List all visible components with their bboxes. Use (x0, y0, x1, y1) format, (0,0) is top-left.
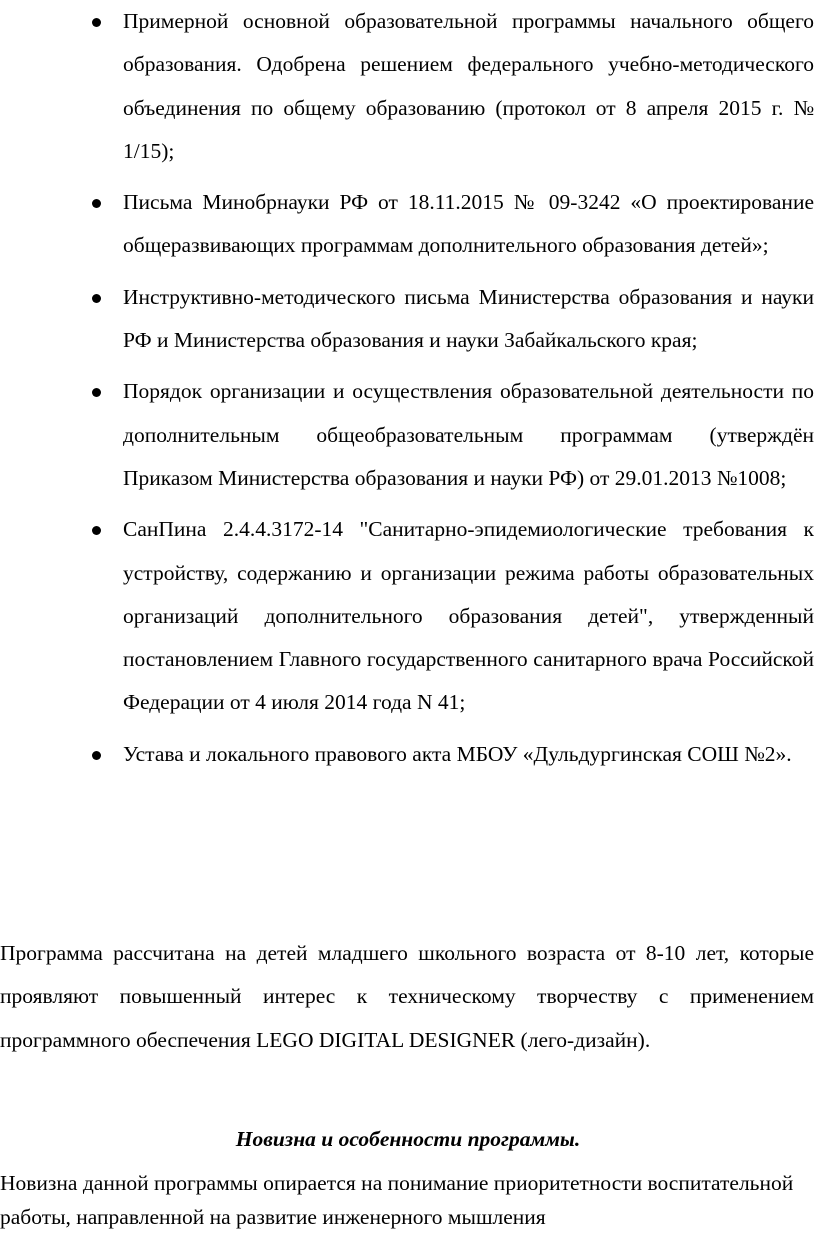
list-item (0, 733, 814, 776)
bullet-icon (92, 751, 101, 760)
list-item-text: Устава и локального правового акта МБОУ «Дульдургинская СОШ №2». (123, 741, 792, 766)
list-item (0, 370, 814, 500)
bullet-icon (92, 294, 101, 303)
bullet-icon (92, 18, 101, 27)
program-description-paragraph: Программа рассчитана на детей младшего школьного возраста от 8-10 лет, которые проявляют повышенный интерес к техническому творчеству с применением программного обеспечения LEGO DIGITAL DESIGNER (лего-дизайн). (0, 941, 814, 1052)
section-heading: Новизна и особенности программы. (235, 1127, 581, 1151)
list-item-text: СанПина 2.4.4.3172-14 "Санитарно-эпидемиологические требования к устройству, содержанию и организации режима работы образовательных организаций дополнительного образования детей", утвержденный постановлением Главного государственного санитарного врача Российской Федерации от 4 июля 2014 года N 41; (123, 517, 814, 715)
list-item (0, 276, 814, 363)
list-item-text: Порядок организации и осуществления образовательной деятельности по дополнительным общеобразовательным программам (утверждён Приказом Министерства образования и науки РФ) от 29.01.2013 №1008; (123, 379, 814, 490)
list-item-text: Примерной основной образовательной программы начального общего образования. Одобрена решением федерального учебно-методического объединения по общему образованию (протокол от 8 апреля 2015 г. № 1/15); (123, 9, 814, 163)
list-item (0, 181, 814, 268)
list-item-text: Письма Минобрнауки РФ от 18.11.2015 № 09-3242 «О проектирование общеразвивающих программам дополнительного образования детей»; (123, 190, 814, 258)
list-item-text: Инструктивно-методического письма Министерства образования и науки РФ и Министерства образования и науки Забайкальского края; (123, 284, 814, 353)
bullet-icon (92, 388, 101, 397)
bullet-icon (92, 526, 101, 535)
novelty-paragraph: Новизна данной программы опирается на понимание приоритетности воспитательной работы, направленной на развитие инженерного мышления (0, 1171, 794, 1229)
bullet-icon (92, 199, 101, 208)
list-item (0, 0, 814, 173)
list-item (0, 508, 814, 724)
